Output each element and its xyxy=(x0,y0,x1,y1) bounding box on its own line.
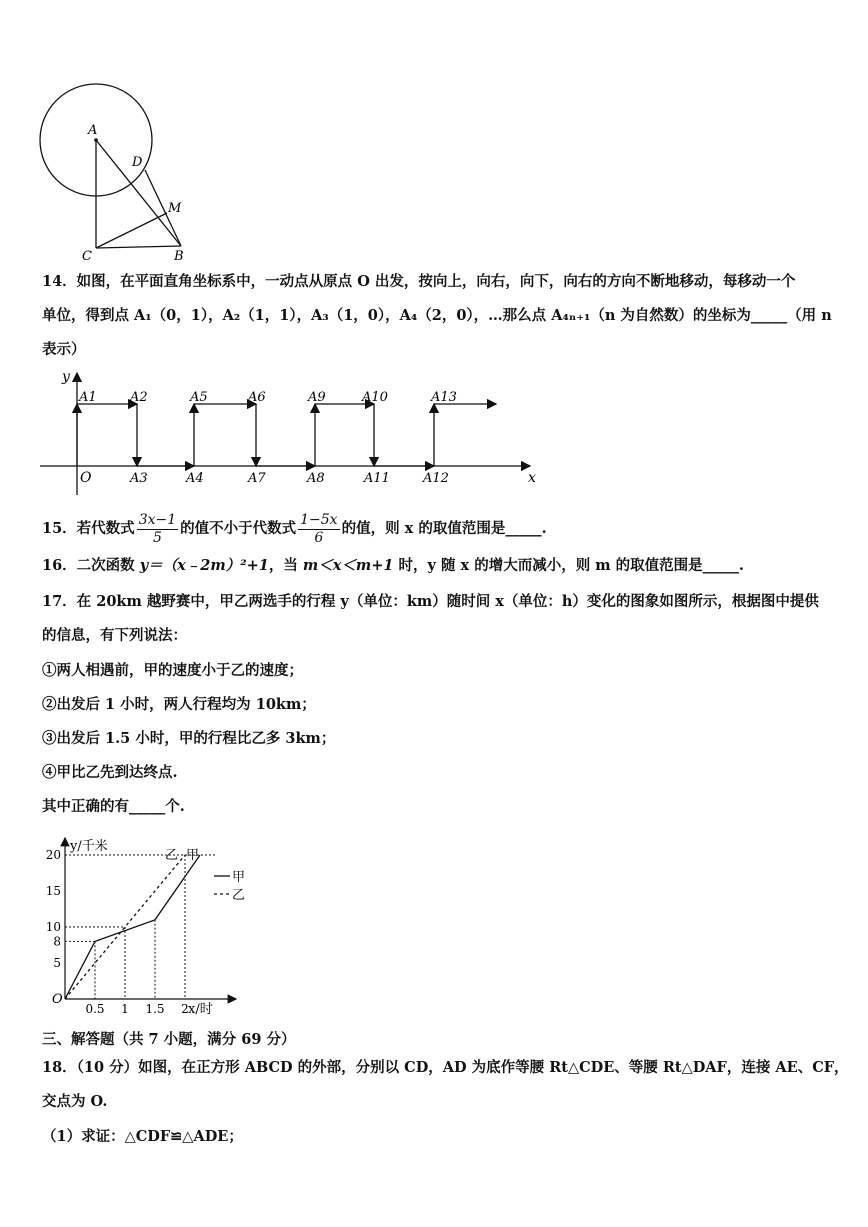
label-M: M xyxy=(168,201,182,216)
q17-option-1: ①两人相遇前，甲的速度小于乙的速度； xyxy=(42,662,303,679)
label-A13: A13 xyxy=(431,390,457,405)
label-A4: A4 xyxy=(186,471,204,486)
q15-frac1-den: 5 xyxy=(152,529,162,546)
chart-legend xyxy=(214,870,245,903)
circle-triangle-figure xyxy=(36,80,206,265)
q15-fraction-2 xyxy=(298,512,339,547)
y-tick-label: 20 xyxy=(45,848,61,862)
segment-CM xyxy=(96,213,167,248)
q16-text-c: 时，y 随 x 的增大而减小，则 m 的取值范围是_____. xyxy=(393,557,744,574)
q16-condition: m＜x＜m+1 xyxy=(302,557,394,574)
chart-x-label: x/时 xyxy=(188,1002,213,1017)
q17-line1: 17．在 20km 越野赛中，甲乙两选手的行程 y（单位：km）随时间 x（单位：h）变化的图象如图所示，根据图中提供 xyxy=(42,593,819,610)
top-point-labels xyxy=(78,390,457,405)
legend-label-jia: 甲 xyxy=(232,870,246,885)
label-D: D xyxy=(132,155,143,170)
q18-line2: 交点为 O. xyxy=(42,1093,108,1110)
q18-line1: 18．（10 分）如图，在正方形 ABCD 的外部，分别以 CD，AD 为底作等腰 Rt△CDE、等腰 Rt△DAF，连接 AE、CF， xyxy=(42,1059,849,1076)
q15-frac2-den: 6 xyxy=(314,529,324,546)
q15-frac2-num: 1−5x xyxy=(300,511,338,528)
q15-line xyxy=(42,509,547,549)
y-tick-label: 8 xyxy=(53,934,61,949)
y-axis-label: y xyxy=(62,369,70,385)
distance-time-chart xyxy=(36,832,266,1022)
q17-option-4: ④甲比乙先到达终点. xyxy=(42,764,178,781)
q14-line3: 表示） xyxy=(42,341,86,358)
q17-option-2: ②出发后 1 小时，两人行程均为 10km； xyxy=(42,696,316,713)
q18-part1: （1）求证：△CDF≌△ADE； xyxy=(42,1128,243,1145)
q15-suffix: 的值，则 x 的取值范围是_____. xyxy=(341,520,547,537)
series-end-label-yi: 乙 xyxy=(165,848,179,863)
label-A11: A11 xyxy=(364,471,390,486)
q15-prefix: 15．若代数式 xyxy=(42,520,135,537)
q17-option-3: ③出发后 1.5 小时，甲的行程比乙多 3km； xyxy=(42,730,336,747)
series-end-label-jia: 甲 xyxy=(186,848,200,863)
path-segments xyxy=(77,404,496,466)
origin-label: O xyxy=(80,470,92,486)
label-A10: A10 xyxy=(362,390,388,405)
q14-line2: 单位，得到点 A₁（0，1），A₂（1，1），A₃（1，0），A₄（2，0），…那么点 A₄ₙ₊₁（n 为自然数）的坐标为_____（用 n xyxy=(42,307,832,324)
y-tick-label: 15 xyxy=(45,884,61,898)
chart-y-label: y/千米 xyxy=(70,839,108,854)
label-A7: A7 xyxy=(248,471,266,486)
label-A9: A9 xyxy=(308,390,326,405)
label-A1: A1 xyxy=(79,390,97,405)
q15-frac1-num: 3x−1 xyxy=(138,511,177,528)
q15-fraction-1 xyxy=(137,512,178,547)
segment-CB xyxy=(96,246,181,248)
label-C: C xyxy=(82,249,92,264)
y-tick-label: 5 xyxy=(53,956,61,970)
label-A8: A8 xyxy=(307,471,325,486)
q17-question: 其中正确的有_____个. xyxy=(42,798,185,815)
x-tick-label: 2 xyxy=(181,1002,189,1016)
x-tick-label: 1 xyxy=(121,1002,129,1016)
label-A5: A5 xyxy=(190,390,208,405)
section-3-title: 三、解答题（共 7 小题，满分 69 分） xyxy=(42,1031,296,1048)
label-A12: A12 xyxy=(423,471,449,486)
label-A6: A6 xyxy=(248,390,266,405)
bottom-point-labels xyxy=(129,471,449,486)
q16-text-a: 16．二次函数 xyxy=(42,557,140,574)
q17-line2: 的信息，有下列说法： xyxy=(42,627,187,644)
label-B: B xyxy=(174,249,184,264)
q16-text-b: ，当 xyxy=(268,557,303,574)
y-tick-label: 10 xyxy=(45,920,61,934)
x-tick-label: 1.5 xyxy=(145,1002,165,1016)
q16-function: y＝（x﹣2m）²+1 xyxy=(139,557,269,574)
q14-line1: 14．如图，在平面直角坐标系中，一动点从原点 O 出发，按向上，向右，向下，向右的方向不断地移动，每移动一个 xyxy=(42,273,796,290)
legend-label-yi: 乙 xyxy=(232,888,246,903)
label-A3: A3 xyxy=(130,471,148,486)
chart-origin-label: O xyxy=(52,992,63,1007)
label-A: A xyxy=(88,123,98,138)
label-A2: A2 xyxy=(130,390,148,405)
point-A xyxy=(94,138,98,142)
q15-middle: 的值不小于代数式 xyxy=(180,520,297,537)
x-tick-label: 0.5 xyxy=(85,1002,105,1016)
q16-line xyxy=(42,556,744,576)
zigzag-path-figure xyxy=(36,365,556,497)
x-axis-label: x xyxy=(528,470,536,486)
